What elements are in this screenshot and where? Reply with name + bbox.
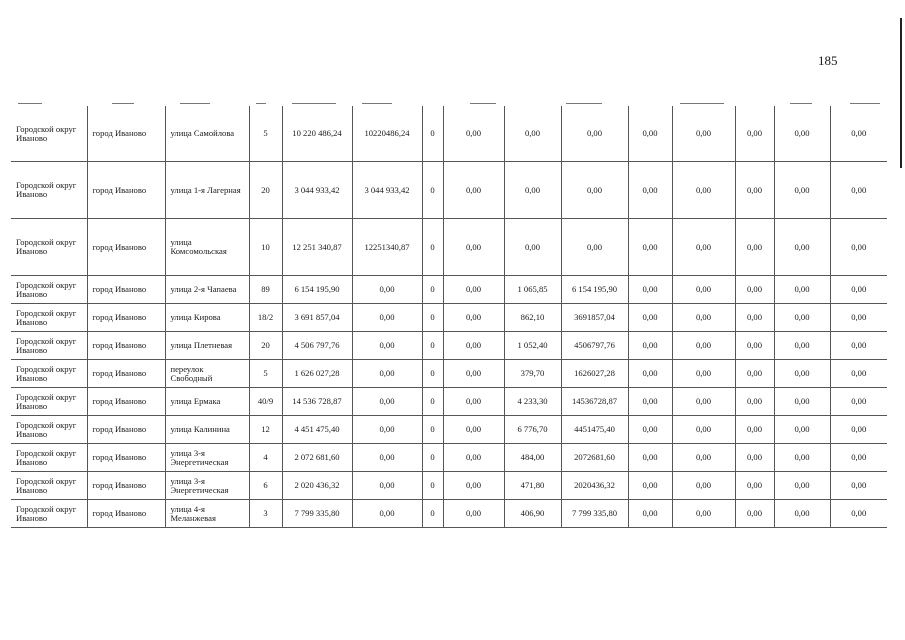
table-row xyxy=(11,500,887,528)
scan-artifact xyxy=(470,103,496,104)
value-cell: 0,00 xyxy=(774,304,830,332)
count-cell: 0 xyxy=(422,276,443,304)
house-number-cell: 4 xyxy=(249,444,282,472)
value-cell: 1 065,85 xyxy=(504,276,561,304)
house-number-cell: 40/9 xyxy=(249,388,282,416)
value-cell: 0,00 xyxy=(504,162,561,219)
value-cell: 0,00 xyxy=(735,332,774,360)
value-cell: 0,00 xyxy=(628,219,672,276)
value-cell: 0,00 xyxy=(443,276,504,304)
value-cell: 7 799 335,80 xyxy=(561,500,628,528)
value-cell: 0,00 xyxy=(443,444,504,472)
count-cell: 0 xyxy=(422,162,443,219)
value-cell: 0,00 xyxy=(672,388,735,416)
total-cost-cell: 3 691 857,04 xyxy=(282,304,352,332)
value-cell: 0,00 xyxy=(628,276,672,304)
value-cell: 4 233,30 xyxy=(504,388,561,416)
funding-cell: 10220486,24 xyxy=(352,106,422,162)
value-cell: 0,00 xyxy=(443,388,504,416)
table-row xyxy=(11,106,887,162)
table-row xyxy=(11,162,887,219)
funding-cell: 0,00 xyxy=(352,276,422,304)
house-number-cell: 10 xyxy=(249,219,282,276)
count-cell: 0 xyxy=(422,416,443,444)
value-cell: 0,00 xyxy=(443,106,504,162)
municipality-cell: Городской округ Иваново xyxy=(11,472,87,500)
street-cell: улица Ермака xyxy=(165,388,249,416)
value-cell: 406,90 xyxy=(504,500,561,528)
total-cost-cell: 4 451 475,40 xyxy=(282,416,352,444)
house-number-cell: 5 xyxy=(249,360,282,388)
funding-cell: 0,00 xyxy=(352,360,422,388)
value-cell: 0,00 xyxy=(672,219,735,276)
municipality-cell: Городской округ Иваново xyxy=(11,276,87,304)
value-cell: 0,00 xyxy=(504,106,561,162)
street-cell: улица 4-я Меланжевая xyxy=(165,500,249,528)
table-row xyxy=(11,219,887,276)
value-cell: 0,00 xyxy=(443,500,504,528)
value-cell: 0,00 xyxy=(830,332,887,360)
value-cell: 0,00 xyxy=(774,332,830,360)
value-cell: 0,00 xyxy=(774,219,830,276)
municipality-cell: Городской округ Иваново xyxy=(11,162,87,219)
street-cell: улица 3-я Энергетическая xyxy=(165,472,249,500)
settlement-cell: город Иваново xyxy=(87,472,165,500)
house-number-cell: 18/2 xyxy=(249,304,282,332)
value-cell: 14536728,87 xyxy=(561,388,628,416)
total-cost-cell: 12 251 340,87 xyxy=(282,219,352,276)
value-cell: 484,00 xyxy=(504,444,561,472)
scan-artifact xyxy=(850,103,880,104)
value-cell: 0,00 xyxy=(774,388,830,416)
value-cell: 0,00 xyxy=(672,500,735,528)
value-cell: 0,00 xyxy=(774,444,830,472)
value-cell: 0,00 xyxy=(628,444,672,472)
settlement-cell: город Иваново xyxy=(87,304,165,332)
municipality-cell: Городской округ Иваново xyxy=(11,332,87,360)
street-cell: улица 2-я Чапаева xyxy=(165,276,249,304)
value-cell: 0,00 xyxy=(628,304,672,332)
settlement-cell: город Иваново xyxy=(87,162,165,219)
value-cell: 0,00 xyxy=(830,444,887,472)
value-cell: 0,00 xyxy=(672,360,735,388)
value-cell: 0,00 xyxy=(735,276,774,304)
value-cell: 0,00 xyxy=(774,472,830,500)
value-cell: 0,00 xyxy=(735,416,774,444)
value-cell: 0,00 xyxy=(735,162,774,219)
total-cost-cell: 14 536 728,87 xyxy=(282,388,352,416)
municipality-cell: Городской округ Иваново xyxy=(11,219,87,276)
value-cell: 4506797,76 xyxy=(561,332,628,360)
value-cell: 0,00 xyxy=(628,416,672,444)
scan-artifact xyxy=(180,103,210,104)
value-cell: 0,00 xyxy=(443,360,504,388)
value-cell: 0,00 xyxy=(672,416,735,444)
settlement-cell: город Иваново xyxy=(87,219,165,276)
value-cell: 0,00 xyxy=(830,472,887,500)
count-cell: 0 xyxy=(422,360,443,388)
street-cell: улица Комсомольская xyxy=(165,219,249,276)
total-cost-cell: 1 626 027,28 xyxy=(282,360,352,388)
value-cell: 0,00 xyxy=(735,500,774,528)
table-row xyxy=(11,472,887,500)
value-cell: 0,00 xyxy=(830,219,887,276)
municipality-cell: Городской округ Иваново xyxy=(11,360,87,388)
value-cell: 0,00 xyxy=(443,304,504,332)
municipality-cell: Городской округ Иваново xyxy=(11,106,87,162)
count-cell: 0 xyxy=(422,106,443,162)
value-cell: 0,00 xyxy=(774,500,830,528)
value-cell: 0,00 xyxy=(628,472,672,500)
settlement-cell: город Иваново xyxy=(87,332,165,360)
value-cell: 3691857,04 xyxy=(561,304,628,332)
housing-program-table xyxy=(11,106,887,528)
value-cell: 0,00 xyxy=(672,162,735,219)
value-cell: 0,00 xyxy=(830,500,887,528)
value-cell: 0,00 xyxy=(774,106,830,162)
settlement-cell: город Иваново xyxy=(87,500,165,528)
municipality-cell: Городской округ Иваново xyxy=(11,304,87,332)
value-cell: 1626027,28 xyxy=(561,360,628,388)
count-cell: 0 xyxy=(422,500,443,528)
street-cell: улица Кирова xyxy=(165,304,249,332)
funding-cell: 0,00 xyxy=(352,304,422,332)
value-cell: 0,00 xyxy=(628,388,672,416)
table-row xyxy=(11,360,887,388)
value-cell: 2072681,60 xyxy=(561,444,628,472)
count-cell: 0 xyxy=(422,472,443,500)
value-cell: 471,80 xyxy=(504,472,561,500)
value-cell: 0,00 xyxy=(628,106,672,162)
value-cell: 0,00 xyxy=(628,332,672,360)
scan-artifact xyxy=(18,103,42,104)
value-cell: 0,00 xyxy=(443,472,504,500)
value-cell: 0,00 xyxy=(830,388,887,416)
street-cell: улица Самойлова xyxy=(165,106,249,162)
settlement-cell: город Иваново xyxy=(87,106,165,162)
scan-artifact xyxy=(256,103,266,104)
value-cell: 0,00 xyxy=(735,304,774,332)
table-row xyxy=(11,444,887,472)
scan-artifact xyxy=(362,103,392,104)
settlement-cell: город Иваново xyxy=(87,388,165,416)
funding-cell: 0,00 xyxy=(352,472,422,500)
scan-artifact xyxy=(566,103,602,104)
house-number-cell: 20 xyxy=(249,162,282,219)
street-cell: улица Плетневая xyxy=(165,332,249,360)
house-number-cell: 6 xyxy=(249,472,282,500)
table-row xyxy=(11,388,887,416)
value-cell: 0,00 xyxy=(628,500,672,528)
house-number-cell: 5 xyxy=(249,106,282,162)
value-cell: 0,00 xyxy=(443,219,504,276)
total-cost-cell: 7 799 335,80 xyxy=(282,500,352,528)
value-cell: 0,00 xyxy=(443,332,504,360)
settlement-cell: город Иваново xyxy=(87,360,165,388)
house-number-cell: 3 xyxy=(249,500,282,528)
house-number-cell: 12 xyxy=(249,416,282,444)
settlement-cell: город Иваново xyxy=(87,444,165,472)
scan-edge-line xyxy=(900,18,902,168)
count-cell: 0 xyxy=(422,444,443,472)
street-cell: улица Калинина xyxy=(165,416,249,444)
value-cell: 0,00 xyxy=(561,162,628,219)
count-cell: 0 xyxy=(422,388,443,416)
table-row xyxy=(11,332,887,360)
value-cell: 0,00 xyxy=(830,416,887,444)
value-cell: 862,10 xyxy=(504,304,561,332)
table-row xyxy=(11,304,887,332)
page-number: 185 xyxy=(818,53,838,68)
value-cell: 0,00 xyxy=(443,162,504,219)
value-cell: 0,00 xyxy=(735,360,774,388)
total-cost-cell: 2 020 436,32 xyxy=(282,472,352,500)
street-cell: улица 3-я Энергетическая xyxy=(165,444,249,472)
house-number-cell: 20 xyxy=(249,332,282,360)
total-cost-cell: 4 506 797,76 xyxy=(282,332,352,360)
total-cost-cell: 10 220 486,24 xyxy=(282,106,352,162)
funding-cell: 3 044 933,42 xyxy=(352,162,422,219)
value-cell: 0,00 xyxy=(830,162,887,219)
value-cell: 2020436,32 xyxy=(561,472,628,500)
value-cell: 0,00 xyxy=(735,219,774,276)
value-cell: 4451475,40 xyxy=(561,416,628,444)
funding-cell: 0,00 xyxy=(352,500,422,528)
value-cell: 0,00 xyxy=(672,444,735,472)
value-cell: 379,70 xyxy=(504,360,561,388)
street-cell: переулок Свободный xyxy=(165,360,249,388)
house-number-cell: 89 xyxy=(249,276,282,304)
municipality-cell: Городской округ Иваново xyxy=(11,500,87,528)
value-cell: 0,00 xyxy=(672,332,735,360)
settlement-cell: город Иваново xyxy=(87,276,165,304)
settlement-cell: город Иваново xyxy=(87,416,165,444)
municipality-cell: Городской округ Иваново xyxy=(11,416,87,444)
value-cell: 0,00 xyxy=(672,472,735,500)
value-cell: 0,00 xyxy=(830,276,887,304)
table-row xyxy=(11,416,887,444)
funding-cell: 0,00 xyxy=(352,444,422,472)
municipality-cell: Городской округ Иваново xyxy=(11,388,87,416)
value-cell: 0,00 xyxy=(774,416,830,444)
total-cost-cell: 3 044 933,42 xyxy=(282,162,352,219)
value-cell: 0,00 xyxy=(672,304,735,332)
funding-cell: 12251340,87 xyxy=(352,219,422,276)
value-cell: 0,00 xyxy=(735,106,774,162)
value-cell: 0,00 xyxy=(672,276,735,304)
table-body xyxy=(11,106,887,528)
value-cell: 0,00 xyxy=(735,444,774,472)
value-cell: 0,00 xyxy=(561,106,628,162)
scan-artifact xyxy=(112,103,134,104)
count-cell: 0 xyxy=(422,304,443,332)
value-cell: 0,00 xyxy=(735,472,774,500)
value-cell: 0,00 xyxy=(443,416,504,444)
value-cell: 0,00 xyxy=(628,162,672,219)
street-cell: улица 1-я Лагерная xyxy=(165,162,249,219)
count-cell: 0 xyxy=(422,332,443,360)
funding-cell: 0,00 xyxy=(352,332,422,360)
table-row xyxy=(11,276,887,304)
total-cost-cell: 2 072 681,60 xyxy=(282,444,352,472)
value-cell: 0,00 xyxy=(561,219,628,276)
funding-cell: 0,00 xyxy=(352,416,422,444)
value-cell: 0,00 xyxy=(774,360,830,388)
count-cell: 0 xyxy=(422,219,443,276)
total-cost-cell: 6 154 195,90 xyxy=(282,276,352,304)
value-cell: 6 154 195,90 xyxy=(561,276,628,304)
value-cell: 0,00 xyxy=(628,360,672,388)
value-cell: 0,00 xyxy=(774,162,830,219)
value-cell: 6 776,70 xyxy=(504,416,561,444)
scan-artifact xyxy=(292,103,336,104)
scan-artifact xyxy=(790,103,812,104)
value-cell: 0,00 xyxy=(830,106,887,162)
funding-cell: 0,00 xyxy=(352,388,422,416)
value-cell: 0,00 xyxy=(504,219,561,276)
value-cell: 0,00 xyxy=(830,304,887,332)
value-cell: 1 052,40 xyxy=(504,332,561,360)
municipality-cell: Городской округ Иваново xyxy=(11,444,87,472)
scan-artifact xyxy=(680,103,724,104)
value-cell: 0,00 xyxy=(774,276,830,304)
value-cell: 0,00 xyxy=(830,360,887,388)
value-cell: 0,00 xyxy=(672,106,735,162)
value-cell: 0,00 xyxy=(735,388,774,416)
